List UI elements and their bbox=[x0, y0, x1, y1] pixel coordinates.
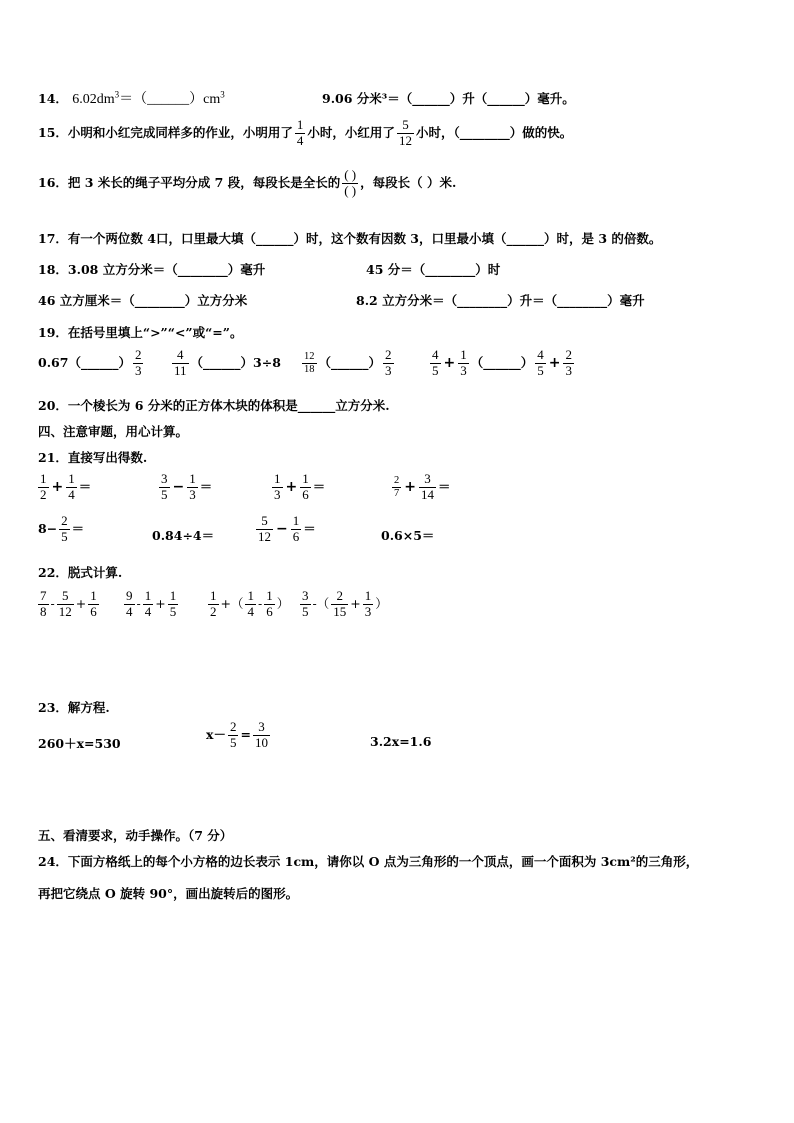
q15-number: 15． bbox=[38, 124, 68, 140]
q21-expr-5: 8− $\frac{2}{5}$ ＝ bbox=[38, 513, 85, 544]
q15-text-3: 小时，（________）做的快。 bbox=[415, 124, 573, 140]
q15-fraction-2: $\frac{5}{12}$ bbox=[398, 117, 412, 148]
q17: 17．有一个两位数 4口，口里最大填（______）时，这个数有因数 3，口里最小填（______）时，是 3 的倍数。 bbox=[38, 231, 662, 246]
q21-expr-2: $\frac{3}{5}$ − $\frac{1}{3}$ ＝ bbox=[161, 471, 213, 502]
q15 bbox=[38, 118, 572, 149]
q15-text-1: 小明和小红完成同样多的作业，小明用了 bbox=[67, 124, 293, 140]
q18-a: 18．3.08 立方分米＝（________）毫升 bbox=[38, 262, 266, 277]
q23-equation-2: x－ $\frac{2}{5}$ = $\frac{3}{10}$ bbox=[206, 719, 268, 750]
q21-expr-1: $\frac{1}{2}$ + $\frac{1}{4}$ ＝ bbox=[40, 471, 92, 502]
q22-expr-1: $\frac{7}{8}$ - $\frac{5}{12}$ + $\frac{1}{6}$ bbox=[40, 588, 97, 619]
q14 bbox=[38, 88, 225, 108]
q18-c: 46 立方厘米＝（________）立方分米 bbox=[38, 293, 248, 308]
q18-d: 8.2 立方分米＝（________）升＝（________）毫升 bbox=[356, 293, 645, 308]
section-4-title: 四、注意审题，用心计算。 bbox=[38, 424, 189, 439]
q23-title: 23．解方程. bbox=[38, 700, 110, 715]
q21-expr-3: $\frac{1}{3}$ + $\frac{1}{6}$ ＝ bbox=[274, 471, 326, 502]
q19-item-4: $\frac{4}{5}$ + $\frac{1}{3}$ （______） $\frac{4}{5}$ + $\frac{2}{3}$ bbox=[432, 347, 572, 378]
q19-item-3: $\frac{12}{18}$ （______） $\frac{2}{3}$ bbox=[304, 347, 392, 378]
q19-item-1: 0.67（______） $\frac{2}{3}$ bbox=[38, 347, 142, 378]
q24-line-2: 再把它绕点 O 旋转 90°，画出旋转后的图形。 bbox=[38, 886, 299, 901]
q16-number: 16． bbox=[38, 174, 68, 190]
q18-b: 45 分＝（________）时 bbox=[366, 262, 501, 277]
q22-expr-4: $\frac{3}{5}$ -（ $\frac{2}{15}$ + $\frac{1}{3}$ ） bbox=[302, 588, 388, 619]
q21-title: 21．直接写出得数. bbox=[38, 450, 148, 465]
q23-equation-1: 260＋x=530 bbox=[38, 736, 121, 751]
q21-expr-8: 0.6×5＝ bbox=[381, 528, 435, 543]
q22-expr-2: $\frac{9}{4}$ - $\frac{1}{4}$ + $\frac{1}{5}$ bbox=[126, 588, 177, 619]
q14-a-pre: 6.02dm bbox=[72, 92, 115, 107]
q16-text-1: 把 3 米长的绳子平均分成 7 段，每段长是全长的 bbox=[67, 174, 341, 190]
q14-part-a: $6.02dm^3=(\_\_\_\_\_\_)cm^3$ bbox=[72, 89, 225, 107]
q16-text-2: ，每段长（ ）米. bbox=[360, 174, 457, 190]
q14-a-mid: ＝（______）cm bbox=[119, 92, 221, 107]
q19-item-2: $\frac{4}{11}$ （______）3÷8 bbox=[174, 347, 281, 378]
q19-title: 19．在括号里填上“>”“<”或“=”。 bbox=[38, 325, 243, 340]
q24-line-1: 24．下面方格纸上的每个小方格的边长表示 1cm，请你以 O 点为三角形的一个顶点，画一个面积为 3cm²的三角形， bbox=[38, 854, 699, 869]
q22-expr-3: $\frac{1}{2}$ +（ $\frac{1}{4}$ - $\frac{1}{6}$ ） bbox=[210, 588, 290, 619]
section-5-title: 五、看清要求，动手操作。（7 分） bbox=[38, 828, 233, 843]
q16-fraction: $\frac{( )}{( )}$ bbox=[344, 167, 357, 198]
q15-text-2: 小时，小红用了 bbox=[307, 124, 395, 140]
q21-expr-6: 0.84÷4＝ bbox=[152, 528, 215, 543]
q16 bbox=[38, 168, 456, 199]
q15-fraction-1: $\frac{1}{4}$ bbox=[296, 117, 304, 148]
q23-equation-3: 3.2x=1.6 bbox=[370, 734, 432, 749]
q20: 20．一个棱长为 6 分米的正方体木块的体积是______立方分米. bbox=[38, 398, 390, 413]
q21-expr-7: $\frac{5}{12}$ − $\frac{1}{6}$ ＝ bbox=[258, 513, 316, 544]
q14-part-b: 9.06 分米³＝（______）升（______）毫升。 bbox=[322, 91, 575, 106]
q21-expr-4: $\frac{2}{7}$ + $\frac{3}{14}$ ＝ bbox=[394, 471, 451, 502]
q14-number: 14． bbox=[38, 91, 68, 106]
q22-title: 22．脱式计算. bbox=[38, 565, 123, 580]
